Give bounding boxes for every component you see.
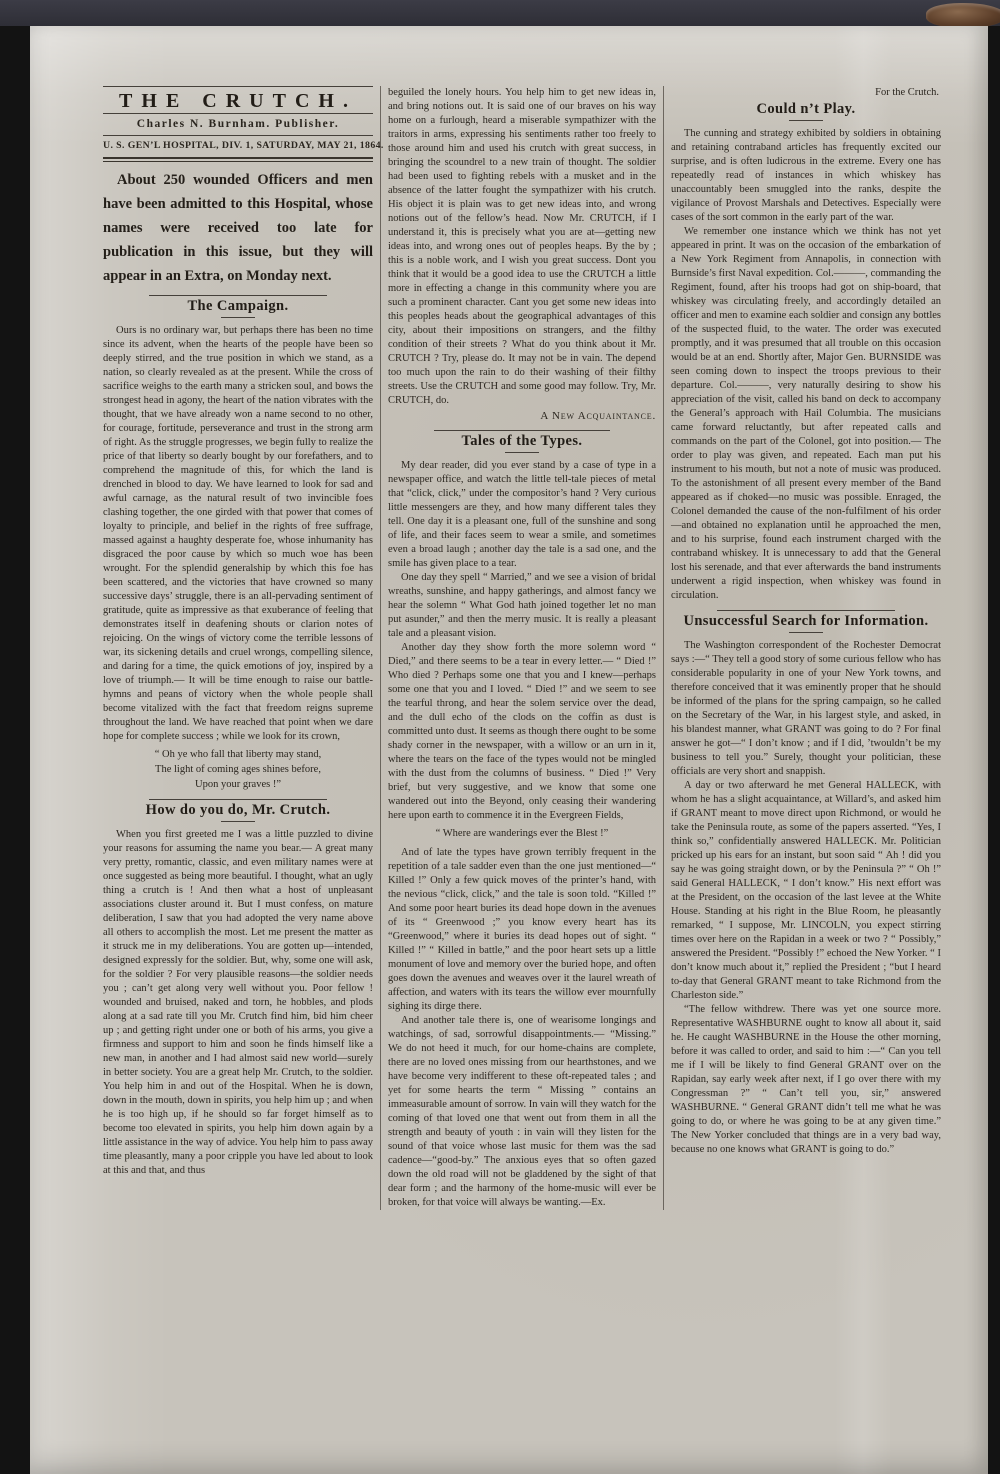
article-paragraph: beguiled the lonely hours. You help him to get new ideas in, and bring notions out. It is said one of our braves on his way home on a furlough, heard a miserable sympathizer with the traitors in arms, expressing his sentiments rather too freely to those around him and used his crutch with great success, in bringing the scoundrel to a new train of thought. The soldier had been used to fighting rebels with a musket and in the absence of the latter fought the sympathizer with his crutch. His object it is plain was to get new ideas into, and wrong notions out of the fellow’s head. Now Mr. CRUTCH, if I understand it, this is precisely what you are at—getting new ideas into, and wrong ones out of peoples heaps. By the by ; this is a noble work, and I wish you great success. Dont you think that it would be a good idea to use the CRUTCH a little more in effecting a change in this community where you are such a prominent character. Cant you get some new ideas into this peoples heads about the geographical advantages of this city, about their impositions on strangers, and the filthy condition of their streets ? What do you think about it Mr. CRUTCH ? Try, please do. It may not be in vain. The depend too much upon the rain to do their washing of their filthy streets. Use the CRUTCH and some good may follow. Try, Mr. CRUTCH, do.: [388, 87, 656, 406]
masthead: [103, 86, 384, 162]
article-paragraph: Another day they show forth the more solemn word “ Died,” and there seems to be a tear in every letter.— “ Died !” Who died ? Perhaps some one that you and I knew—perhaps some one that you and I loved. “ Died !” and we seem to see the tearful throng, and hear the solem service over the dead, and the dull echo of the clods on the coffin as dust is committed unto dust. It seems as though there ought to be some shady corner in the newspaper, with a willow or an urn in it, where the tears on the face of the types would not be mingled with the dust from the columns of business. “ Died !” Very brief, but very suggestive, and we know that some one wandered out into the Beyond, only ceasing their wandering here upon earth to commence it in the Evergreen Fields,: [388, 642, 656, 821]
scan-artifact: [926, 3, 1000, 28]
article-paragraph: The Washington correspondent of the Rochester Democrat says :—“ They tell a good story of some curious fellow who has considerable popularity in one of your New York towns, and therefore conceived that it was eminently proper that he should be informed of the plans for the spring campaign, so he called on the Secretary of the War, in his largest style, and asked, in his blandest manner, what GRANT was going to do ? For final answer he got—“ I don’t know ; and if I did, ’twouldn’t be my business to tell you.” Surely, thought your politician, these officials are very short and snappish.: [671, 640, 941, 777]
article-how-do-you-do: [103, 828, 373, 1178]
verse-line: “ Where are wanderings ever the Blest !”: [435, 828, 609, 839]
article-continuation: [388, 86, 656, 408]
article-paragraph: “The fellow withdrew. There was yet one source more. Representative WASHBURNE ought to know all about it, said he. He caught WASHBURNE in the House the other morning, before it was called to order, and said to him :—“ Can you tell me if I will be likely to find General GRANT over on the Rapidan, say early week after next, if I go over there with my Congressman ?” “ Can’t tell you, sir,” answered WASHBURNE. “ General GRANT didn’t tell me what he was going to do, or where he was going to be at any given time.” The New Yorker concluded that things are in a very bad way, because no one knows what GRANT is going to do.”: [671, 1004, 941, 1155]
section-heading-how-do-you-do: How do you do, Mr. Crutch.: [145, 802, 331, 818]
verse-line: The light of coming ages shines before,: [155, 764, 321, 775]
scan-dark-band: [0, 0, 1000, 26]
article-paragraph: And another tale there is, one of wearisome longings and watchings, of sad, sorrowful disappointments.— “Missing.” We do not heed it much, for our home-chains are complete, there are no loved ones missing from our hearthstones, and we have become very indifferent to these oft-repeated tales ; and yet for some hearts the term “ Missing ” contains an immeasurable amount of sorrow. In vain will they watch for the coming of that loved one that went out from them in all the strength and beauty of youth : in vain will they listen for the sound of that voice whose last music for them was the sad cadence—“good-by.” The anxious eyes that so often gazed down the old road will not be gladdened by the sight of that dear form ; and the harmony of the home-music will ever be broken, for that voice will always be wanting.—Ex.: [388, 1015, 656, 1208]
campaign-verse: [103, 747, 373, 792]
article-paragraph: When you first greeted me I was a little puzzled to divine your reasons for assuming the name you bear.— A great many very pretty, romantic, classic, and even military names were at once suggested as being more beautiful. I thought, what an ugly thing a crutch is ! And then what a host of unpleasant associations cluster around it. But I must confess, on mature deliberation, I saw that you had adopted the very name above all others to accomplish the most. Let me present the matter as it struck me in my deliberations. You are gotten up—intended, designed expressly for the soldier. But, why, some one will ask, for the soldier ? For very plausible reasons—the soldier needs you ; can’t get along very well without you. Poor fellow ! wounded and bruised, naked and torn, he hobbles, and plods along at a sad rate till you Mr. Crutch find him, bid him cheer up ; and getting right under one or both of his arms, you give a firmness and support to him and soon he finds himself like a new man, in another and I had almost said new world—surely in better society. You are a great help Mr. Crutch, to the soldier. You help him in and out of the Hospital. When he is down, down in the mouth, down in spirits, you help him up ; and when he is too high up, if he should so far forget himself as to become too elevated in spirits, you help him down again by a little assistance in the way of advice. You help him to pass away time pleasantly, many a poor cripple you have led about to look at this and that, and thus: [103, 829, 373, 1176]
section-heading-unsuccessful-search: Unsuccessful Search for Information.: [683, 613, 929, 629]
verse-line: “ Oh ye who fall that liberty may stand,: [154, 749, 322, 760]
article-paragraph: One day they spell “ Married,” and we see a vision of bridal wreaths, sunshine, and happy gatherings, and almost fancy we hear the solemn “ What God hath joined together let no man put asunder,” and then the merry music. It is really a pleasant tale and a pleasant vision.: [388, 572, 656, 639]
section-rule: [149, 295, 327, 296]
section-heading-tales: Tales of the Types.: [461, 433, 583, 449]
article-paragraph: Ours is no ordinary war, but perhaps there has been no time since its advent, when the hearts of the people have been so deeply stirred, and the true position in which we stand, as a nation, so clearly revealed as at the present. While the cross of sacrifice weighs to the earth many a stricken soul, and bows the strongest head in agony, the heart of the nation vibrates with the thought, that we have already won a name second to no other, for courage, fortitude, perseverance and trust in the strong arm of right. As the struggle progresses, we begin fully to realize the price of that liberty so dearly bought by our forefathers, and to comprehend the magnitude of this, for which the land is drenched in blood to day. We have learned to look for sad and awful carnage, as the natural result of two invincible foes clashing together, the one girded with that power that comes of loyalty to principle, and belief in the rights of free suffrage, massed against a haughty desperate foe, whose inhumanity has disgraced the poor cause by which so much woe has been wrought. For the splendid generalship by which this foe has been scattered, and the victories that have crowned so many successive days’ struggle, there is an all-pervading sentiment of gratitude, quite as impressive as that exuberance of feeling that demonstrates itself in deafening shouts or clarion notes of rejoicing. On the wings of victory come the terrible lessons of war, its sickening details and cruel wrongs, compelling silence, and daring for a time, the quick emotions of joy, inspired by a love of triumph.— It will be time enough to raise our battle-hymns and peans of victory when the whole people shall become vitalized with the fact that freedom reigns supreme throughout the land. We have reached that point when we dare hope for complete success ; while we look for its crown,: [103, 325, 373, 742]
section-heading-campaign: The Campaign.: [187, 298, 289, 314]
tales-verse-line: [388, 826, 656, 841]
article-tales: [388, 459, 656, 823]
article-couldnt-play: [671, 127, 941, 603]
article-campaign: [103, 324, 373, 744]
heading-dash: [221, 317, 255, 318]
publication-title: THE CRUTCH.: [119, 90, 357, 112]
dateline: U. S. GEN’L HOSPITAL, DIV. 1, SATURDAY, MAY 21, 1864.: [103, 140, 384, 151]
page-text-block: [96, 86, 948, 1210]
heading-dash: [789, 632, 823, 633]
section-rule: [717, 610, 895, 611]
verse-line: Upon your graves !”: [194, 779, 281, 790]
heading-dash: [221, 821, 255, 822]
admissions-notice: About 250 wounded Officers and men have been admitted to this Hospital, whose names were received too late for publication in this issue, but they will appear in an Extra, on Monday next.: [103, 172, 373, 284]
article-paragraph: And of late the types have grown terribly frequent in the repetition of a tale sadder even than the one just mentioned—“ Killed !” Only a few quick moves of the printer’s hand, with the nevious “click, click,” and the tale is soon told. “Killed !” And some poor heart buries its dead hope down in the avenues of its “ Greenwood ;” you know every heart has its “Greenwood,” where it buries its dead hopes out of sight. “ Killed !” “ Killed in battle,” and the poor heart sets up a little monument of love and memory over the buried hope, and often goes down the avenues and weaves over it the laurel wreath of affection, and waters with its tears the willow ever mournfully sighing its dirge there.: [388, 847, 656, 1012]
article-paragraph: The cunning and strategy exhibited by soldiers in obtaining and retaining contraband articles has frequently excited our surprise, and is often ludicrous in the extreme. Every one has repeatedly read of instances in which whiskey has unaccountably been smuggled into the ranks, despite the vigilance of Provost Marshals and Detectives. Especially were cases of the sort common in the early part of the war.: [671, 128, 941, 223]
article-tales-continued: [388, 846, 656, 1210]
column-2: [380, 86, 664, 1210]
section-rule: [434, 430, 611, 431]
column-1: [96, 86, 384, 1210]
section-rule: [149, 799, 327, 800]
masthead-thick-rule: [103, 157, 373, 162]
article-signature: A New Acquaintance.: [540, 410, 656, 422]
article-paragraph: A day or two afterward he met General HALLECK, with whom he has a slight acquaintance, at Willard’s, and asked him if GRANT meant to move direct upon Richmond, or would he take the Peninsula route, as some of the papers asserted. “Yes, I think so,” confidentially answered HALLECK. Mr. Politician pricked up his ears for an instant, but soon said “ Ah ! did you say he was going straight down, or by the Peninsula ?” “ Oh !” said General HALLECK, “ I don’t know.” His next effort was at the President, on the occasion of the last levee at the White House. Standing at his right in the Blue Room, he pleasantly remarked, “ I suppose, Mr. LINCOLN, you expect stirring times over here on the Rapidan in a week or two ? “ Possibly,” answered the President. “Possibly !” echoed the New Yorker. “ I don’t know much about it,” replied the President ; “but I heard to-day that General GRANT meant to take Richmond from the Charleston side.”: [671, 780, 941, 1001]
article-paragraph: We remember one instance which we think has not yet appeared in print. It was on the occasion of the embarkation of a New York Regiment from Annapolis, in connection with Burnside’s first Naval expedition. Col.———, commanding the Regiment, found, after his troops had got on ship-board, that whiskey was circulating freely, and accordingly detailed an officer and men to examine each soldier and consign any bottles of the suspected fluid, to the water. The order was executed promptly, and it was presumed that all trouble on this occasion would be at an end. Shortly after, Major Gen. BURNSIDE was seen coming down to inspect the troops previous to their departure. Col.———, very naturally desiring to show his appreciation of the visit, called his band on deck to accompany the General’s approach with Hail Columbia. The musicians came forward reluctantly, but after repeated calls and commands on the part of the Colonel, got into position.— The order to play was given, and repeated. Each man put his instrument to his mouth, but not a note of music was produced. To the astonishment of all present every member of the Band appeared as if choked—no music was possible. Enraged, the Colonel demanded the cause of the non-fulfilment of his order—and obtained no explanation until he approached the men, and to his surprise, found each instrument charged with the contraband whiskey. It is unnecessary to add that the General lost his serenade, and that ever afterwards the band instruments underwent a rigid inspection, when whiskey was found in circulation.: [671, 226, 941, 601]
publisher-line: Charles N. Burnham. Publisher.: [136, 118, 340, 130]
heading-dash: [789, 120, 823, 121]
section-heading-couldnt-play: Could n’t Play.: [756, 101, 856, 117]
article-attribution: For the Crutch.: [875, 87, 939, 98]
heading-dash: [505, 452, 539, 453]
article-paragraph: My dear reader, did you ever stand by a case of type in a newspaper office, and watch the little tell-tale pieces of metal that “click, click,” under the compositor’s hand ? Very curious little messengers are they, and how many different tales they tell. One day it is a pleasant one, full of the sunshine and song of life, and their faces seem to wear a smile, and sometimes even a broad laugh ; another day the tale is a sad one, and the smile has given place to a tear.: [388, 460, 656, 569]
column-3: [664, 86, 948, 1210]
article-unsuccessful-search: [671, 639, 941, 1157]
